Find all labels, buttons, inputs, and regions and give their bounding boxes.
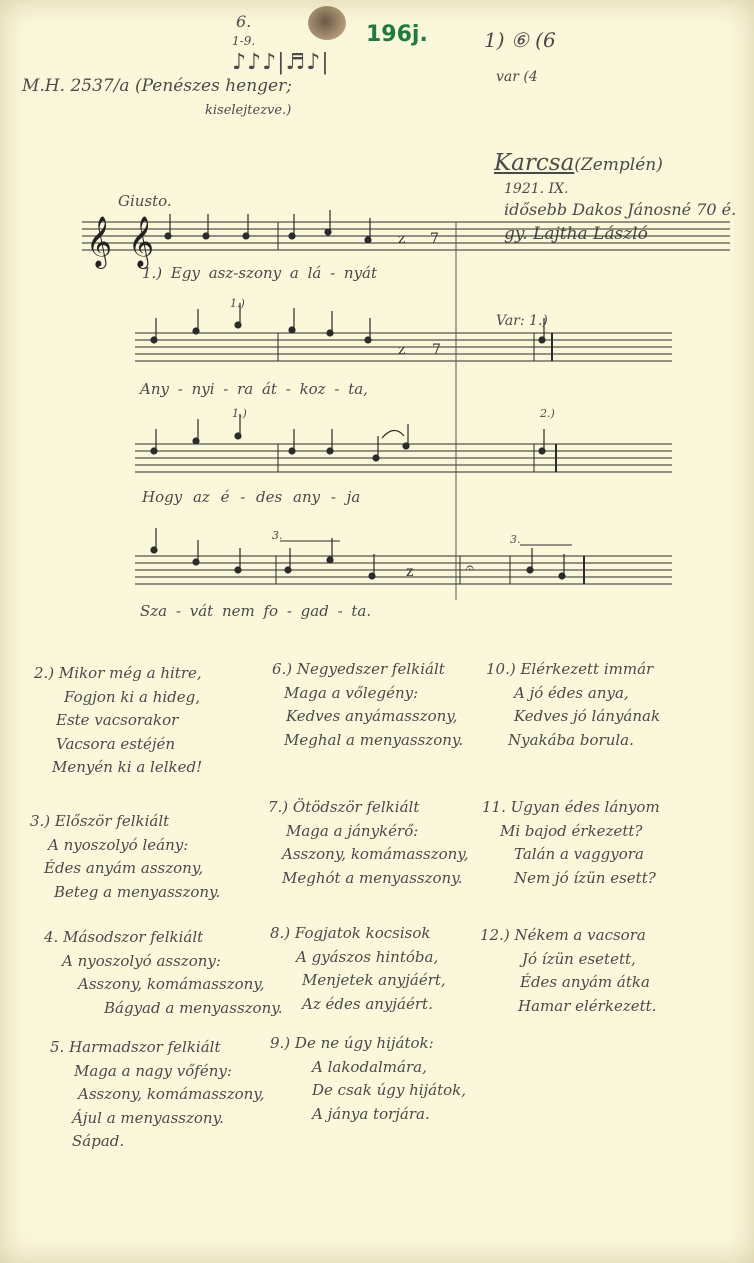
verse-line: 10.) Elérkezett immár bbox=[486, 660, 654, 678]
verse-line: Fogjon ki a hideg, bbox=[64, 687, 201, 706]
verse-line: Asszony, komámasszony, bbox=[282, 845, 469, 863]
svg-text:z: z bbox=[406, 564, 414, 580]
verse-line: Mi bajod érkezett? bbox=[500, 821, 643, 840]
region-label: (Zemplén) bbox=[574, 155, 663, 175]
verse-line: A gyászos hintóba, bbox=[296, 947, 439, 966]
lyric-line-2: Any - nyi - ra át - koz - ta, bbox=[140, 380, 368, 398]
record-date: 1921. IX. bbox=[504, 181, 569, 197]
verse-line: A lakodalmára, bbox=[312, 1057, 427, 1076]
var-label: Var: 1.) bbox=[496, 313, 548, 329]
verse-4 bbox=[44, 926, 282, 1020]
verse-line: 11. Ugyan édes lányom bbox=[482, 798, 660, 816]
svg-text:z: z bbox=[398, 231, 406, 247]
notes-staff-4 bbox=[151, 528, 572, 580]
right-marks: 1) ⑥ (6 bbox=[484, 28, 556, 52]
verse-line: Talán a vaggyora bbox=[514, 845, 644, 863]
catalog-number: M.H. 2537/a (Penészes henger; bbox=[22, 76, 292, 96]
verse-5 bbox=[50, 1036, 265, 1154]
verse-line: 12.) Nékem a vacsora bbox=[480, 926, 646, 944]
verse-line: 7.) Ötödször felkiált bbox=[268, 798, 420, 816]
verse-line: Meghal a menyasszony. bbox=[284, 730, 464, 749]
verse-8 bbox=[270, 922, 446, 1016]
notes-staff-3 bbox=[151, 414, 545, 461]
lyric-line-3: Hogy az é - des any - ja bbox=[142, 488, 361, 506]
svg-text:7: 7 bbox=[432, 342, 441, 358]
staff4-mark-3a: 3. bbox=[272, 529, 283, 542]
tempo-marking: Giusto. bbox=[118, 192, 172, 210]
staff-4 bbox=[135, 556, 672, 584]
verse-line: Nem jó ízün esett? bbox=[514, 868, 656, 887]
verse-11 bbox=[482, 796, 660, 890]
verse-line: Maga a vőlegény: bbox=[284, 683, 419, 702]
verse-10 bbox=[486, 658, 660, 752]
verse-line: Maga a jánykérő: bbox=[286, 821, 419, 840]
catalog-note: kiselejtezve.) bbox=[205, 103, 292, 118]
verse-line: A jó édes anya, bbox=[514, 683, 629, 702]
verse-line: Maga a nagy vőfény: bbox=[74, 1061, 232, 1080]
verse-line: Kedves jó lányának bbox=[514, 707, 661, 725]
svg-text:z: z bbox=[398, 342, 406, 358]
verse-line: 9.) De ne úgy hijátok: bbox=[270, 1034, 434, 1052]
verse-line: Sápad. bbox=[72, 1132, 125, 1150]
verse-line: Ájul a menyasszony. bbox=[72, 1108, 224, 1127]
verse-line: Édes anyám asszony, bbox=[44, 859, 204, 877]
verse-line: Kedves anyámasszony, bbox=[286, 707, 458, 725]
verse-line: Jó ízün esetett, bbox=[522, 949, 636, 968]
verse-line: Hamar elérkezett. bbox=[518, 996, 657, 1015]
verse-line: 4. Másodszor felkiált bbox=[44, 928, 204, 946]
verse-line: 8.) Fogjatok kocsisok bbox=[270, 924, 431, 942]
verse-line: Este vacsorakor bbox=[56, 711, 179, 729]
lyric-line-1: 1.) Egy asz-szony a lá - nyát bbox=[142, 264, 378, 282]
verse-3 bbox=[30, 810, 220, 904]
verse-line: A nyoszolyó asszony: bbox=[62, 951, 221, 970]
verse-line: De csak úgy hijátok, bbox=[312, 1081, 467, 1099]
verse-line: Asszony, komámasszony, bbox=[78, 1085, 265, 1103]
tempo-top-mark: 6. bbox=[236, 12, 252, 31]
notes-staff-2 bbox=[151, 303, 545, 358]
treble-clef-2: 𝄞 bbox=[128, 216, 155, 267]
staff3-mark-2: 2.) bbox=[540, 407, 555, 420]
verse-line: Vacsora estéjén bbox=[56, 734, 176, 753]
verse-line: 3.) Először felkiált bbox=[30, 812, 170, 830]
verse-12 bbox=[480, 924, 656, 1018]
rhythm-signs: ♪♪♪|♬♪| bbox=[232, 50, 330, 75]
verse-line: Asszony, komámasszony, bbox=[78, 975, 265, 993]
place-label: Karcsa bbox=[494, 150, 575, 176]
treble-clef-1: 𝄞 bbox=[86, 216, 113, 267]
staff3-mark-1: 1.) bbox=[232, 407, 247, 420]
verse-line: Menyén ki a lelked! bbox=[52, 758, 203, 776]
verse-7 bbox=[268, 796, 469, 890]
staff4-mark-3b: 3. bbox=[510, 533, 521, 546]
svg-text:7: 7 bbox=[430, 231, 439, 247]
verse-line: 2.) Mikor még a hitre, bbox=[34, 664, 202, 682]
verse-line: Menjetek anyjáért, bbox=[302, 971, 446, 989]
verse-line: 6.) Negyedszer felkiált bbox=[272, 660, 445, 678]
verse-line: 5. Harmadszor felkiált bbox=[50, 1038, 221, 1056]
archive-stamp: 196j. bbox=[366, 22, 428, 47]
lyric-line-4: Sza - vát nem fo - gad - ta. bbox=[140, 602, 372, 620]
verse-2 bbox=[34, 662, 202, 780]
rhythm-sub-mark: 1-9. bbox=[232, 34, 256, 48]
collector-name: gy. Lajtha László bbox=[504, 224, 648, 244]
verse-line: A nyoszolyó leány: bbox=[48, 835, 189, 854]
svg-text:𝄐: 𝄐 bbox=[466, 560, 474, 576]
staff2-mark-1: 1.) bbox=[230, 297, 245, 310]
verse-line: A jánya torjára. bbox=[312, 1104, 430, 1123]
verse-9 bbox=[270, 1032, 466, 1126]
verse-line: Bágyad a menyasszony. bbox=[104, 998, 283, 1017]
staff-1 bbox=[82, 222, 730, 250]
verse-line: Édes anyám átka bbox=[520, 973, 650, 991]
verse-line: Nyakába borula. bbox=[508, 730, 634, 749]
singer-name: idősebb Dakos Jánosné 70 é. bbox=[504, 200, 737, 219]
verse-6 bbox=[272, 658, 463, 752]
verse-line: Beteg a menyasszony. bbox=[54, 882, 221, 901]
var-mark: var (4 bbox=[496, 69, 538, 85]
verse-line: Meghót a menyasszony. bbox=[282, 868, 463, 887]
verse-line: Az édes anyjáért. bbox=[302, 994, 433, 1013]
